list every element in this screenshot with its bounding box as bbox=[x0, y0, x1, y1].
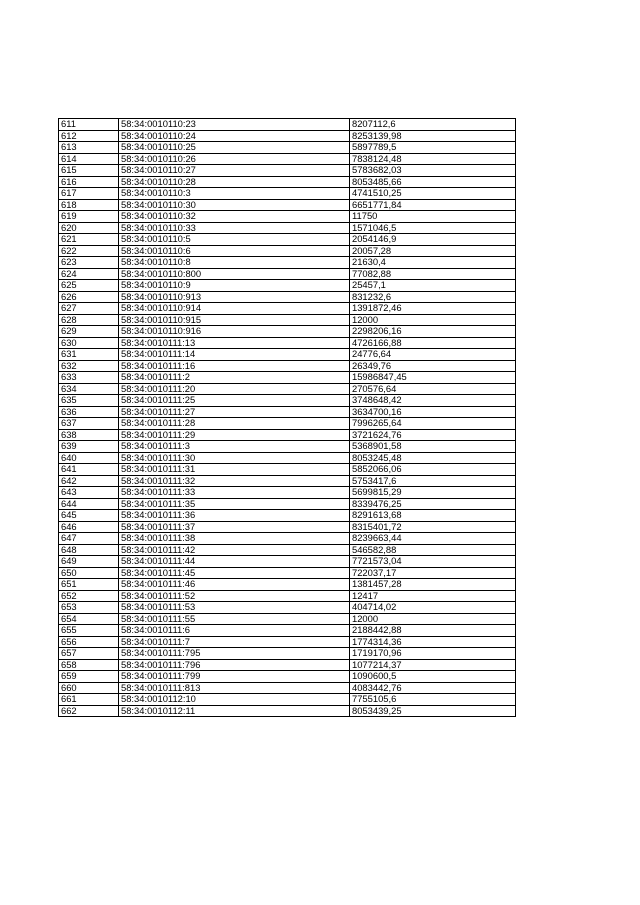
row-number-cell: 634 bbox=[59, 383, 119, 395]
row-number-cell: 616 bbox=[59, 176, 119, 188]
row-number-cell: 658 bbox=[59, 659, 119, 671]
table-row bbox=[59, 406, 516, 418]
table-row bbox=[59, 188, 516, 200]
value-cell: 8239663,44 bbox=[350, 533, 516, 545]
value-cell: 8339476,25 bbox=[350, 498, 516, 510]
cadastral-number-cell: 58:34:0010111:35 bbox=[119, 498, 350, 510]
value-cell: 5699815,29 bbox=[350, 487, 516, 499]
cadastral-number-cell: 58:34:0010111:37 bbox=[119, 521, 350, 533]
table-row bbox=[59, 199, 516, 211]
cadastral-value-table bbox=[58, 118, 516, 717]
cadastral-number-cell: 58:34:0010110:28 bbox=[119, 176, 350, 188]
table-row bbox=[59, 613, 516, 625]
row-number-cell: 651 bbox=[59, 579, 119, 591]
cadastral-number-cell: 58:34:0010110:915 bbox=[119, 314, 350, 326]
cadastral-number-cell: 58:34:0010110:9 bbox=[119, 280, 350, 292]
cadastral-number-cell: 58:34:0010111:16 bbox=[119, 360, 350, 372]
table-row bbox=[59, 429, 516, 441]
row-number-cell: 655 bbox=[59, 625, 119, 637]
table-row bbox=[59, 280, 516, 292]
cadastral-number-cell: 58:34:0010110:32 bbox=[119, 211, 350, 223]
cadastral-number-cell: 58:34:0010111:52 bbox=[119, 590, 350, 602]
table-row bbox=[59, 153, 516, 165]
value-cell: 270576,64 bbox=[350, 383, 516, 395]
row-number-cell: 628 bbox=[59, 314, 119, 326]
value-cell: 8315401,72 bbox=[350, 521, 516, 533]
row-number-cell: 653 bbox=[59, 602, 119, 614]
row-number-cell: 643 bbox=[59, 487, 119, 499]
value-cell: 8053485,66 bbox=[350, 176, 516, 188]
cadastral-number-cell: 58:34:0010111:3 bbox=[119, 441, 350, 453]
table-row bbox=[59, 268, 516, 280]
table-row bbox=[59, 636, 516, 648]
cadastral-number-cell: 58:34:0010110:26 bbox=[119, 153, 350, 165]
table-row bbox=[59, 648, 516, 660]
cadastral-number-cell: 58:34:0010111:13 bbox=[119, 337, 350, 349]
value-cell: 1719170,96 bbox=[350, 648, 516, 660]
value-cell: 24776,64 bbox=[350, 349, 516, 361]
table-row bbox=[59, 245, 516, 257]
cadastral-number-cell: 58:34:0010110:30 bbox=[119, 199, 350, 211]
value-cell: 5897789,5 bbox=[350, 142, 516, 154]
table-row bbox=[59, 544, 516, 556]
value-cell: 77082,88 bbox=[350, 268, 516, 280]
row-number-cell: 661 bbox=[59, 694, 119, 706]
cadastral-number-cell: 58:34:0010110:8 bbox=[119, 257, 350, 269]
row-number-cell: 645 bbox=[59, 510, 119, 522]
cadastral-number-cell: 58:34:0010111:14 bbox=[119, 349, 350, 361]
cadastral-number-cell: 58:34:0010112:11 bbox=[119, 705, 350, 717]
value-cell: 7755105,6 bbox=[350, 694, 516, 706]
cadastral-number-cell: 58:34:0010111:20 bbox=[119, 383, 350, 395]
table-row bbox=[59, 349, 516, 361]
cadastral-number-cell: 58:34:0010111:42 bbox=[119, 544, 350, 556]
cadastral-number-cell: 58:34:0010111:30 bbox=[119, 452, 350, 464]
table-row bbox=[59, 291, 516, 303]
value-cell: 11750 bbox=[350, 211, 516, 223]
value-cell: 2298206,16 bbox=[350, 326, 516, 338]
value-cell: 1774314,36 bbox=[350, 636, 516, 648]
cadastral-number-cell: 58:34:0010110:913 bbox=[119, 291, 350, 303]
cadastral-number-cell: 58:34:0010110:27 bbox=[119, 165, 350, 177]
row-number-cell: 624 bbox=[59, 268, 119, 280]
cadastral-number-cell: 58:34:0010111:29 bbox=[119, 429, 350, 441]
cadastral-number-cell: 58:34:0010111:46 bbox=[119, 579, 350, 591]
row-number-cell: 637 bbox=[59, 418, 119, 430]
cadastral-number-cell: 58:34:0010111:53 bbox=[119, 602, 350, 614]
table-row bbox=[59, 579, 516, 591]
cadastral-number-cell: 58:34:0010111:27 bbox=[119, 406, 350, 418]
cadastral-number-cell: 58:34:0010111:795 bbox=[119, 648, 350, 660]
table-row bbox=[59, 533, 516, 545]
value-cell: 2054146,9 bbox=[350, 234, 516, 246]
table-row bbox=[59, 165, 516, 177]
value-cell: 4083442,76 bbox=[350, 682, 516, 694]
table-row bbox=[59, 326, 516, 338]
table-row bbox=[59, 119, 516, 131]
cadastral-number-cell: 58:34:0010111:32 bbox=[119, 475, 350, 487]
row-number-cell: 618 bbox=[59, 199, 119, 211]
table-row bbox=[59, 314, 516, 326]
table-row bbox=[59, 383, 516, 395]
value-cell: 26349,76 bbox=[350, 360, 516, 372]
row-number-cell: 630 bbox=[59, 337, 119, 349]
cadastral-number-cell: 58:34:0010111:6 bbox=[119, 625, 350, 637]
table-row bbox=[59, 521, 516, 533]
value-cell: 3748648,42 bbox=[350, 395, 516, 407]
cadastral-number-cell: 58:34:0010111:33 bbox=[119, 487, 350, 499]
value-cell: 20057,28 bbox=[350, 245, 516, 257]
row-number-cell: 614 bbox=[59, 153, 119, 165]
value-cell: 1381457,28 bbox=[350, 579, 516, 591]
row-number-cell: 623 bbox=[59, 257, 119, 269]
cadastral-number-cell: 58:34:0010111:31 bbox=[119, 464, 350, 476]
row-number-cell: 625 bbox=[59, 280, 119, 292]
cadastral-number-cell: 58:34:0010110:800 bbox=[119, 268, 350, 280]
value-cell: 1090600,5 bbox=[350, 671, 516, 683]
table-row bbox=[59, 498, 516, 510]
table-row bbox=[59, 234, 516, 246]
row-number-cell: 613 bbox=[59, 142, 119, 154]
cadastral-number-cell: 58:34:0010110:916 bbox=[119, 326, 350, 338]
table-row bbox=[59, 441, 516, 453]
row-number-cell: 642 bbox=[59, 475, 119, 487]
value-cell: 3721624,76 bbox=[350, 429, 516, 441]
table-row bbox=[59, 464, 516, 476]
cadastral-number-cell: 58:34:0010112:10 bbox=[119, 694, 350, 706]
value-cell: 8053245,48 bbox=[350, 452, 516, 464]
row-number-cell: 633 bbox=[59, 372, 119, 384]
table-row bbox=[59, 556, 516, 568]
value-cell: 1077214,37 bbox=[350, 659, 516, 671]
cadastral-number-cell: 58:34:0010111:55 bbox=[119, 613, 350, 625]
value-cell: 5852066,06 bbox=[350, 464, 516, 476]
table-row bbox=[59, 487, 516, 499]
value-cell: 5753417,6 bbox=[350, 475, 516, 487]
table-row bbox=[59, 372, 516, 384]
cadastral-number-cell: 58:34:0010111:44 bbox=[119, 556, 350, 568]
cadastral-number-cell: 58:34:0010111:45 bbox=[119, 567, 350, 579]
value-cell: 7721573,04 bbox=[350, 556, 516, 568]
table-row bbox=[59, 659, 516, 671]
row-number-cell: 662 bbox=[59, 705, 119, 717]
value-cell: 8207112,6 bbox=[350, 119, 516, 131]
value-cell: 8253139,98 bbox=[350, 130, 516, 142]
value-cell: 831232,6 bbox=[350, 291, 516, 303]
row-number-cell: 650 bbox=[59, 567, 119, 579]
table-row bbox=[59, 257, 516, 269]
table-row bbox=[59, 337, 516, 349]
row-number-cell: 646 bbox=[59, 521, 119, 533]
value-cell: 722037,17 bbox=[350, 567, 516, 579]
value-cell: 21630,4 bbox=[350, 257, 516, 269]
cadastral-number-cell: 58:34:0010111:36 bbox=[119, 510, 350, 522]
table-row bbox=[59, 222, 516, 234]
table-row bbox=[59, 671, 516, 683]
table-row bbox=[59, 602, 516, 614]
cadastral-number-cell: 58:34:0010110:914 bbox=[119, 303, 350, 315]
row-number-cell: 627 bbox=[59, 303, 119, 315]
value-cell: 546582,88 bbox=[350, 544, 516, 556]
row-number-cell: 636 bbox=[59, 406, 119, 418]
value-cell: 404714,02 bbox=[350, 602, 516, 614]
table-row bbox=[59, 694, 516, 706]
cadastral-number-cell: 58:34:0010110:3 bbox=[119, 188, 350, 200]
value-cell: 5783682,03 bbox=[350, 165, 516, 177]
table-row bbox=[59, 303, 516, 315]
row-number-cell: 647 bbox=[59, 533, 119, 545]
row-number-cell: 635 bbox=[59, 395, 119, 407]
cadastral-number-cell: 58:34:0010110:25 bbox=[119, 142, 350, 154]
row-number-cell: 657 bbox=[59, 648, 119, 660]
table-row bbox=[59, 360, 516, 372]
table-row bbox=[59, 418, 516, 430]
row-number-cell: 619 bbox=[59, 211, 119, 223]
value-cell: 6651771,84 bbox=[350, 199, 516, 211]
cadastral-number-cell: 58:34:0010111:7 bbox=[119, 636, 350, 648]
table-row bbox=[59, 395, 516, 407]
row-number-cell: 629 bbox=[59, 326, 119, 338]
table-row bbox=[59, 510, 516, 522]
row-number-cell: 622 bbox=[59, 245, 119, 257]
row-number-cell: 632 bbox=[59, 360, 119, 372]
row-number-cell: 649 bbox=[59, 556, 119, 568]
cadastral-number-cell: 58:34:0010111:796 bbox=[119, 659, 350, 671]
value-cell: 7838124,48 bbox=[350, 153, 516, 165]
value-cell: 12000 bbox=[350, 613, 516, 625]
cadastral-number-cell: 58:34:0010110:33 bbox=[119, 222, 350, 234]
value-cell: 12000 bbox=[350, 314, 516, 326]
cadastral-number-cell: 58:34:0010111:28 bbox=[119, 418, 350, 430]
cadastral-number-cell: 58:34:0010111:2 bbox=[119, 372, 350, 384]
table-row bbox=[59, 142, 516, 154]
row-number-cell: 639 bbox=[59, 441, 119, 453]
table-row bbox=[59, 705, 516, 717]
row-number-cell: 631 bbox=[59, 349, 119, 361]
value-cell: 8291613,68 bbox=[350, 510, 516, 522]
table-row bbox=[59, 625, 516, 637]
value-cell: 1391872,46 bbox=[350, 303, 516, 315]
row-number-cell: 615 bbox=[59, 165, 119, 177]
value-cell: 7996265,64 bbox=[350, 418, 516, 430]
row-number-cell: 612 bbox=[59, 130, 119, 142]
cadastral-number-cell: 58:34:0010110:6 bbox=[119, 245, 350, 257]
table-row bbox=[59, 567, 516, 579]
cadastral-number-cell: 58:34:0010111:813 bbox=[119, 682, 350, 694]
row-number-cell: 617 bbox=[59, 188, 119, 200]
table-row bbox=[59, 176, 516, 188]
cadastral-number-cell: 58:34:0010111:799 bbox=[119, 671, 350, 683]
value-cell: 8053439,25 bbox=[350, 705, 516, 717]
table-row bbox=[59, 682, 516, 694]
row-number-cell: 660 bbox=[59, 682, 119, 694]
cadastral-number-cell: 58:34:0010111:38 bbox=[119, 533, 350, 545]
row-number-cell: 621 bbox=[59, 234, 119, 246]
table-row bbox=[59, 475, 516, 487]
row-number-cell: 648 bbox=[59, 544, 119, 556]
cadastral-number-cell: 58:34:0010110:5 bbox=[119, 234, 350, 246]
row-number-cell: 640 bbox=[59, 452, 119, 464]
row-number-cell: 656 bbox=[59, 636, 119, 648]
row-number-cell: 654 bbox=[59, 613, 119, 625]
cadastral-number-cell: 58:34:0010111:25 bbox=[119, 395, 350, 407]
row-number-cell: 611 bbox=[59, 119, 119, 131]
table-body bbox=[59, 119, 516, 717]
row-number-cell: 620 bbox=[59, 222, 119, 234]
value-cell: 15986847,45 bbox=[350, 372, 516, 384]
value-cell: 4726166,88 bbox=[350, 337, 516, 349]
row-number-cell: 638 bbox=[59, 429, 119, 441]
row-number-cell: 641 bbox=[59, 464, 119, 476]
cadastral-number-cell: 58:34:0010110:23 bbox=[119, 119, 350, 131]
row-number-cell: 652 bbox=[59, 590, 119, 602]
cadastral-number-cell: 58:34:0010110:24 bbox=[119, 130, 350, 142]
value-cell: 5368901,58 bbox=[350, 441, 516, 453]
value-cell: 12417 bbox=[350, 590, 516, 602]
value-cell: 1571046,5 bbox=[350, 222, 516, 234]
value-cell: 2188442,88 bbox=[350, 625, 516, 637]
spreadsheet-page bbox=[58, 118, 515, 717]
table-row bbox=[59, 211, 516, 223]
table-row bbox=[59, 130, 516, 142]
row-number-cell: 659 bbox=[59, 671, 119, 683]
row-number-cell: 626 bbox=[59, 291, 119, 303]
row-number-cell: 644 bbox=[59, 498, 119, 510]
value-cell: 25457,1 bbox=[350, 280, 516, 292]
value-cell: 3634700,16 bbox=[350, 406, 516, 418]
value-cell: 4741510,25 bbox=[350, 188, 516, 200]
table-row bbox=[59, 452, 516, 464]
table-row bbox=[59, 590, 516, 602]
